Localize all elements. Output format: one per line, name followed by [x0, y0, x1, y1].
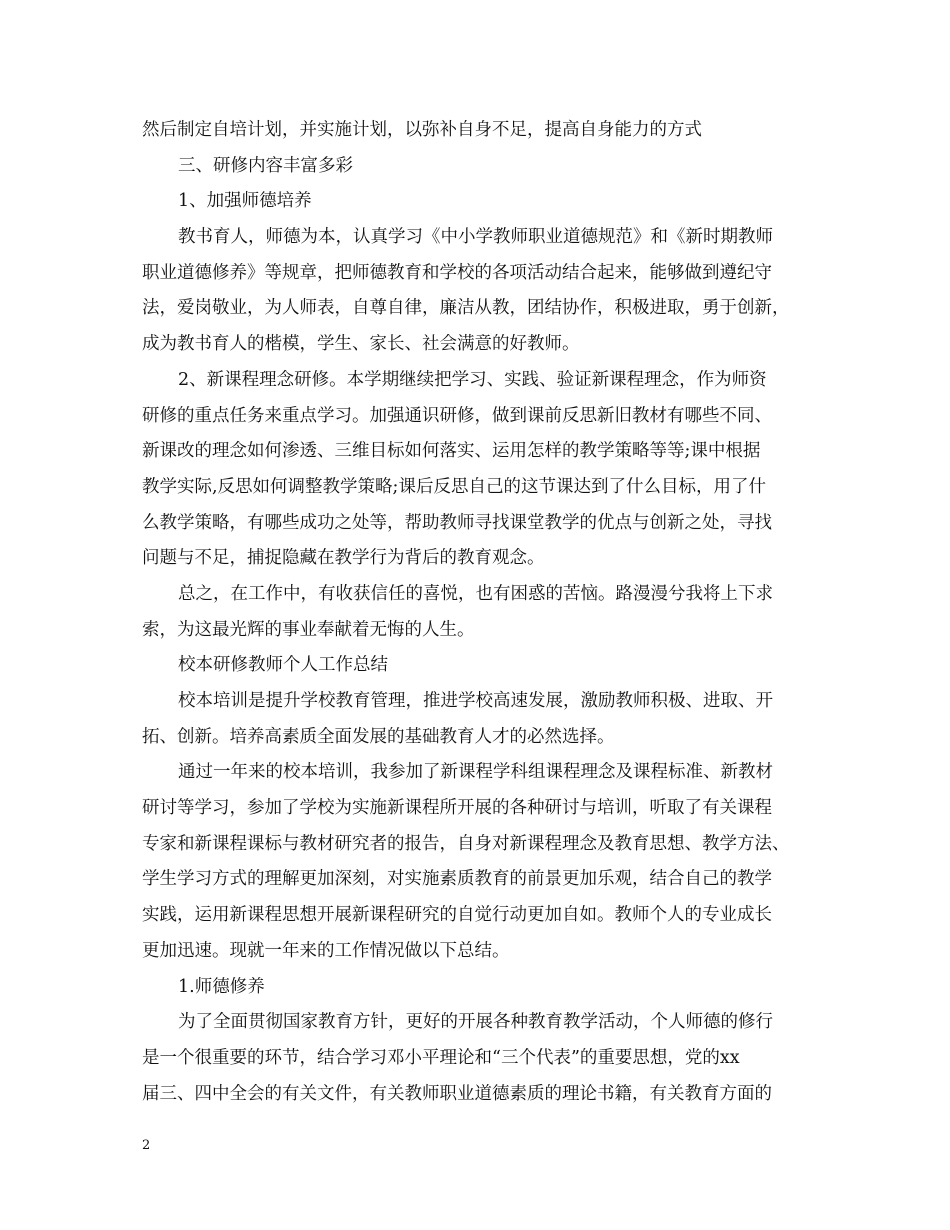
text-line: 然后制定自培计划，并实施计划，以弥补自身不足，提高自身能力的方式: [142, 120, 702, 140]
text-line: 问题与不足，捕捉隐藏在教学行为背后的教育观念。: [142, 548, 545, 569]
document-heading: 校本研修教师个人工作总结: [178, 655, 388, 676]
text-line: 总之，在工作中，有收获信任的喜悦，也有困惑的苦恼。路漫漫兮我将上下求: [178, 583, 773, 604]
text-line: 为了全面贯彻国家教育方针，更好的开展各种教育教学活动，个人师德的修行: [178, 1012, 773, 1033]
text-line: 研修的重点任务来重点学习。加强通识研修，做到课前反思新旧教材有哪些不同、: [142, 405, 772, 426]
text-line: 成为教书育人的楷模，学生、家长、社会满意的好教师。: [142, 334, 580, 355]
text-line: 届三、四中全会的有关文件，有关教师职业道德素质的理论书籍，有关教育方面的: [142, 1083, 772, 1104]
text-line: 拓、创新。培养高素质全面发展的基础教育人才的必然选择。: [142, 726, 615, 747]
text-line: 2、新课程理念研修。本学期继续把学习、实践、验证新课程理念，作为师资: [178, 369, 767, 390]
page-number: 2: [142, 1138, 151, 1153]
text-line: 索，为这最光辉的事业奉献着无悔的人生。: [142, 619, 475, 640]
text-line: 么教学策略，有哪些成功之处等，帮助教师寻找课堂教学的优点与创新之处，寻找: [142, 512, 772, 533]
text-line: 校本培训是提升学校教育管理，推进学校高速发展，激励教师积极、进取、开: [178, 691, 773, 711]
text-line: 法，爱岗敬业，为人师表，自尊自律，廉洁从教，团结协作，积极进取，勇于创新，: [142, 298, 790, 319]
text-line: 通过一年来的校本培训，我参加了新课程学科组课程理念及课程标准、新教材: [178, 762, 773, 783]
text-line: 专家和新课程课标与教材研究者的报告，自身对新课程理念及教育思想、教学方法、: [142, 833, 790, 854]
text-line: 学生学习方式的理解更加深刻，对实施素质教育的前景更加乐观，结合自己的教学: [142, 869, 772, 890]
body-text: [142, 113, 812, 1112]
text-line: 实践，运用新课程思想开展新课程研究的自觉行动更加自如。教师个人的专业成长: [142, 905, 772, 926]
subsection-heading: 1.师德修养: [178, 976, 265, 997]
text-line: 新课改的理念如何渗透、三维目标如何落实、运用怎样的教学策略等等;课中根据: [142, 441, 761, 462]
section-heading: 三、研修内容丰富多彩: [178, 155, 353, 176]
text-line: 研讨等学习，参加了学校为实施新课程所开展的各种研讨与培训，听取了有关课程: [142, 798, 772, 819]
text-line: 教书育人，师德为本，认真学习《中小学教师职业道德规范》和《新时期教师: [178, 227, 773, 248]
subsection-heading: 1、加强师德培养: [178, 191, 312, 212]
text-line: 职业道德修养》等规章，把师德教育和学校的各项活动结合起来，能够做到遵纪守: [142, 262, 772, 283]
text-line: 更加迅速。现就一年来的工作情况做以下总结。: [142, 940, 510, 961]
text-line: 教学实际,反思如何调整教学策略;课后反思自己的这节课达到了什么目标，用了什: [142, 476, 766, 497]
text-line: 是一个很重要的环节，结合学习邓小平理论和“三个代表”的重要思想，党的xx: [142, 1047, 740, 1068]
